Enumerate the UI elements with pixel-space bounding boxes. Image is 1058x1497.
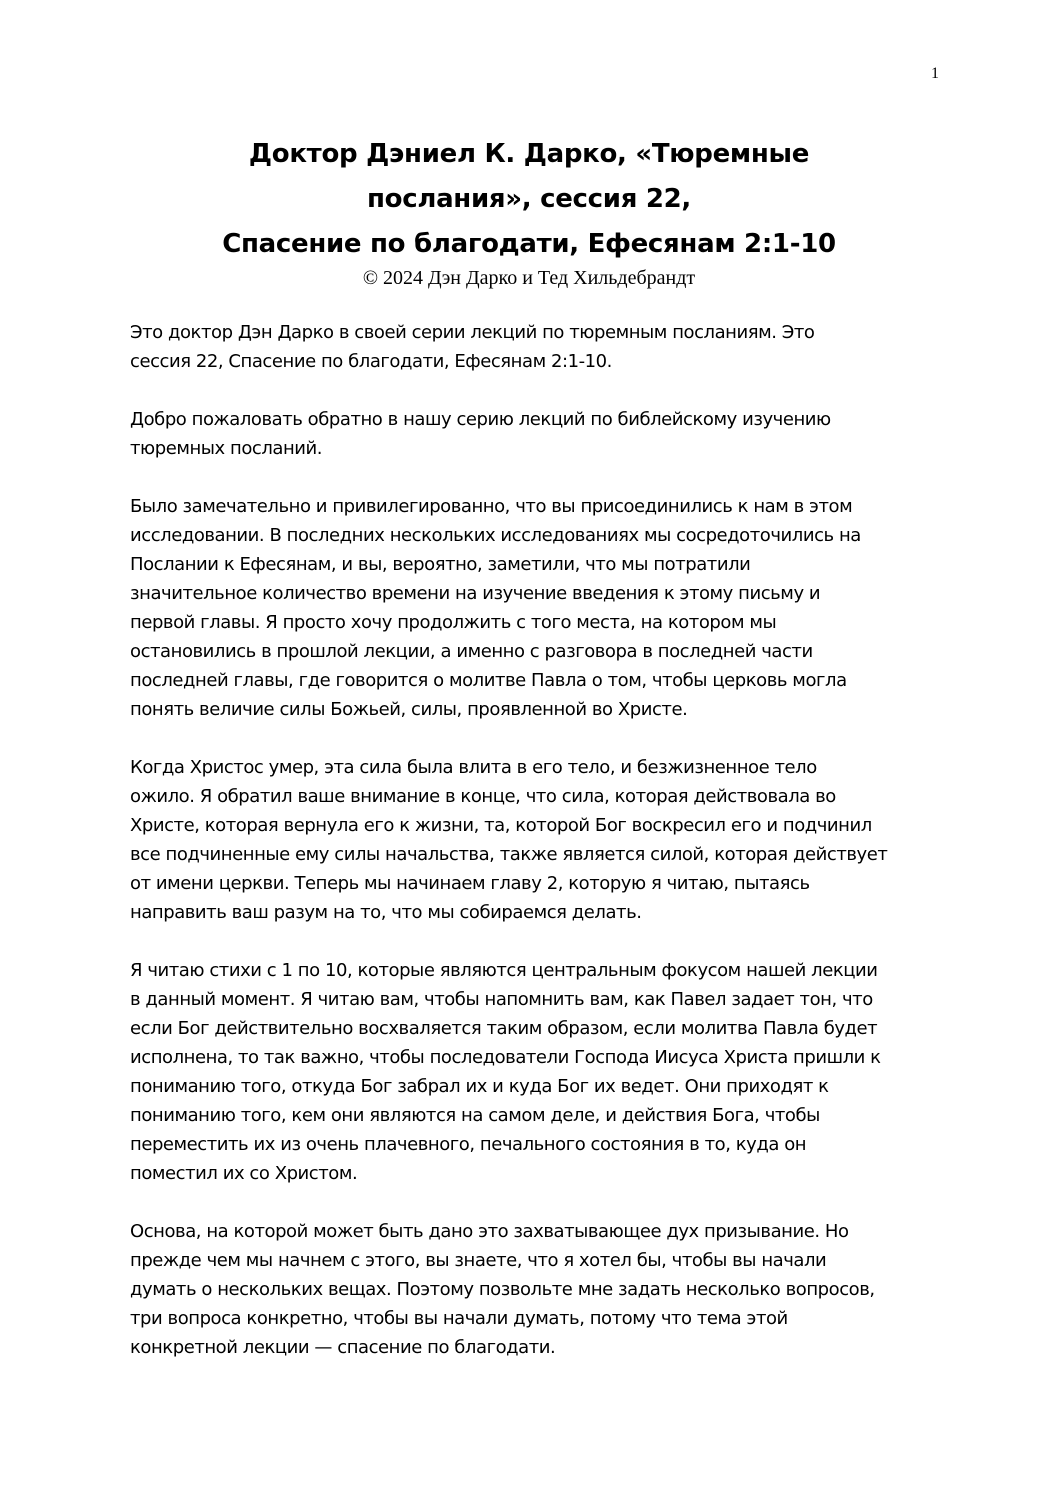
text-line: думать о нескольких вещах. Поэтому позвольте мне задать несколько вопросов, (130, 1279, 875, 1300)
document-title-line: Спасение по благодати, Ефесянам 2:1-10 (222, 229, 836, 259)
text-line: тюремных посланий. (130, 438, 323, 459)
text-line: исполнена, то так важно, чтобы последователи Господа Иисуса Христа пришли к (130, 1047, 881, 1068)
text-line: первой главы. Я просто хочу продолжить с того места, на котором мы (130, 612, 777, 633)
paragraph-review (130, 492, 945, 724)
text-line: Когда Христос умер, эта сила была влита в его тело, и безжизненное тело (130, 757, 817, 778)
paragraph-welcome (130, 405, 945, 463)
text-line: значительное количество времени на изучение введения к этому письму и (130, 583, 821, 604)
document-title-line: Доктор Дэниел К. Дарко, «Тюремные (248, 139, 810, 169)
text-line: поместил их со Христом. (130, 1163, 358, 1184)
text-line: Послании к Ефесянам, и вы, вероятно, заметили, что мы потратили (130, 554, 751, 575)
text-line: сессия 22, Спасение по благодати, Ефесянам 2:1-10. (130, 351, 612, 372)
text-line: пониманию того, откуда Бог забрал их и куда Бог их ведет. Они приходят к (130, 1076, 829, 1097)
text-line: исследовании. В последних нескольких исследованиях мы сосредоточились на (130, 525, 861, 546)
text-line: направить ваш разум на то, что мы собираемся делать. (130, 902, 642, 923)
text-line: все подчиненные ему силы начальства, также является силой, которая действует (130, 844, 888, 865)
copyright-notice: © 2024 Дэн Дарко и Тед Хильдебрандт (362, 267, 696, 289)
text-line: Христе, которая вернула его к жизни, та, которой Бог воскресил его и подчинил (130, 815, 872, 836)
text-line: остановились в прошлой лекции, а именно с разговора в последней части (130, 641, 813, 662)
document-title-block (100, 132, 958, 289)
text-line: Основа, на которой может быть дано это захватывающее дух призывание. Но (130, 1221, 849, 1242)
text-line: от имени церкви. Теперь мы начинаем главу 2, которую я читаю, пытаясь (130, 873, 810, 894)
text-line: переместить их из очень плачевного, печального состояния в то, куда он (130, 1134, 807, 1155)
text-line: Это доктор Дэн Дарко в своей серии лекций по тюремным посланиям. Это (130, 322, 815, 343)
paragraph-questions (130, 1217, 945, 1362)
text-line: если Бог действительно восхваляется таким образом, если молитва Павла будет (130, 1018, 878, 1039)
paragraph-verses (130, 956, 945, 1188)
text-line: ожило. Я обратил ваше внимание в конце, что сила, которая действовала во (130, 786, 836, 807)
text-line: пониманию того, кем они являются на самом деле, и действия Бога, чтобы (130, 1105, 820, 1126)
text-line: понять величие силы Божьей, силы, проявленной во Христе. (130, 699, 688, 720)
paragraph-intro (130, 318, 945, 376)
document-body (130, 318, 945, 1391)
text-line: последней главы, где говорится о молитве Павла о том, чтобы церковь могла (130, 670, 847, 691)
text-line: прежде чем мы начнем с этого, вы знаете, что я хотел бы, чтобы вы начали (130, 1250, 827, 1271)
text-line: конкретной лекции — спасение по благодати. (130, 1337, 556, 1358)
text-line: в данный момент. Я читаю вам, чтобы напомнить вам, как Павел задает тон, что (130, 989, 873, 1010)
paragraph-christ-power (130, 753, 945, 927)
page-number: 1 (931, 65, 939, 82)
text-line: Я читаю стихи с 1 по 10, которые являются центральным фокусом нашей лекции (130, 960, 878, 981)
text-line: Было замечательно и привилегированно, что вы присоединились к нам в этом (130, 496, 853, 517)
document-title-line: послания», сессия 22, (366, 184, 692, 214)
text-line: три вопроса конкретно, чтобы вы начали думать, потому что тема этой (130, 1308, 788, 1329)
text-line: Добро пожаловать обратно в нашу серию лекций по библейскому изучению (130, 409, 831, 430)
